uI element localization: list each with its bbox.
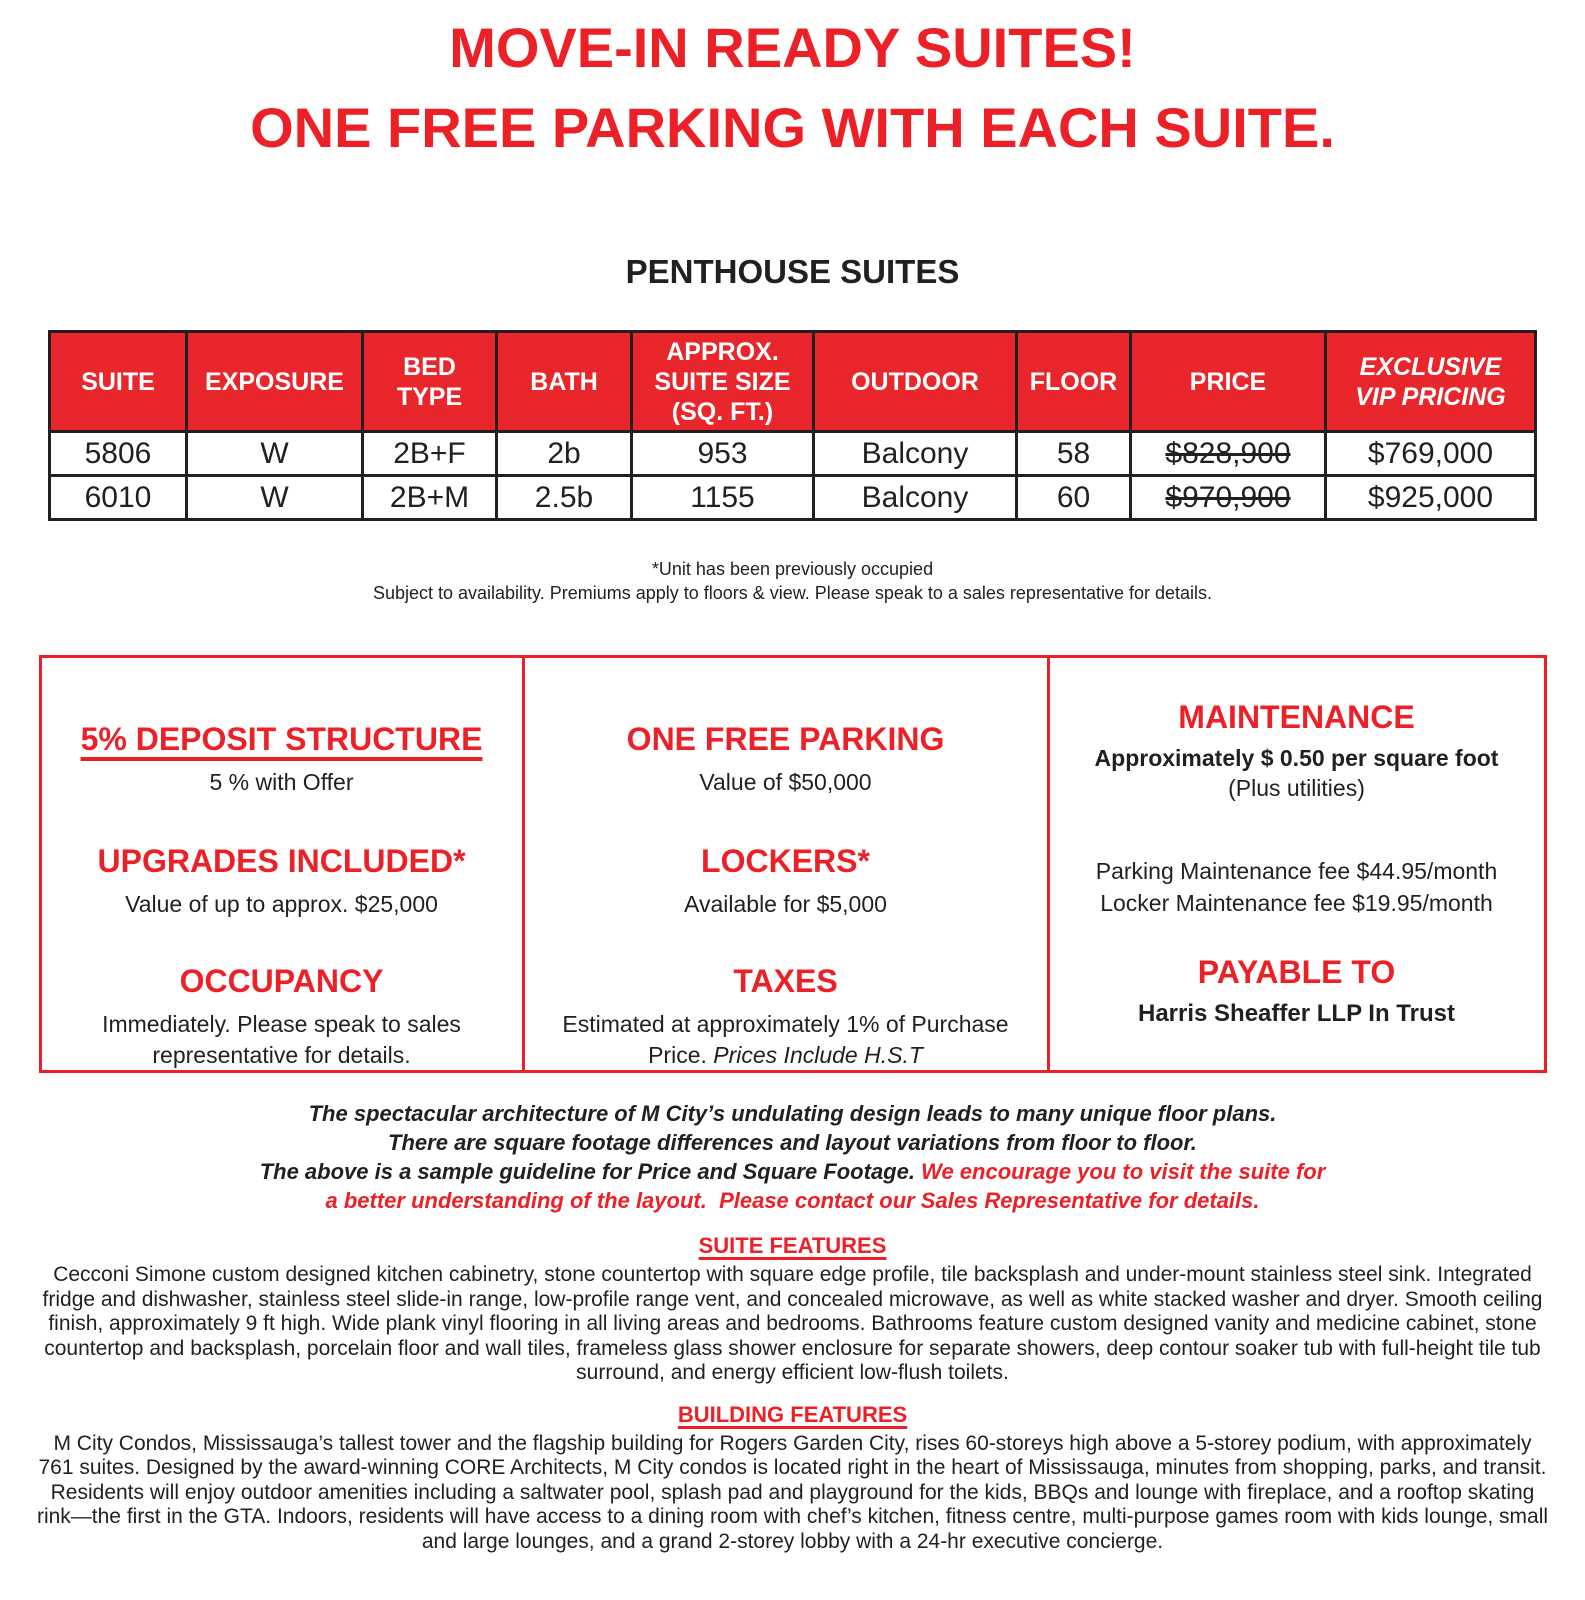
title-line-2: ONE FREE PARKING WITH EACH SUITE. <box>250 96 1335 159</box>
arch-note-line-3 <box>0 1157 1585 1186</box>
payable-to-heading: PAYABLE TO <box>1197 954 1396 990</box>
cell-floor: 60 <box>1017 476 1131 520</box>
penthouse-suites-table <box>48 330 1537 521</box>
cell-suite: 6010 <box>50 476 187 520</box>
cell-suite: 5806 <box>50 432 187 476</box>
free-parking-heading: ONE FREE PARKING <box>626 721 945 757</box>
occupancy-heading: OCCUPANCY <box>179 963 384 999</box>
maintenance-rate: Approximately $ 0.50 per square foot <box>1094 745 1499 771</box>
col-header-outdoor: OUTDOOR <box>814 332 1017 432</box>
cell-suite-size: 1155 <box>632 476 814 520</box>
deposit-info-box <box>42 658 525 1070</box>
col-header-floor: FLOOR <box>1017 332 1131 432</box>
col-header-bed-type: BED TYPE <box>363 332 497 432</box>
parking-info-box <box>525 658 1050 1070</box>
col-header-exposure: EXPOSURE <box>187 332 363 432</box>
cell-bed-type: 2B+M <box>363 476 497 520</box>
architecture-note <box>0 1099 1585 1215</box>
arch-note-line-2: There are square footage differences and layout variations from floor to floor. <box>388 1130 1197 1155</box>
deposit-structure-body: 5 % with Offer <box>209 769 354 795</box>
suite-features-heading: SUITE FEATURES <box>698 1233 887 1258</box>
cell-price-struck: $970,900 <box>1131 476 1326 520</box>
arch-note-line-3-red: We encourage you to visit the suite for <box>921 1159 1326 1184</box>
building-features-body: M City Condos, Mississauga’s tallest tower and the flagship building for Rogers Garden City, rises 60-storeys high above a 5-storey podium, with approximately 761 suites. Designed by the award-winning CORE Architects, M City condos is located right in the heart of Mississauga, minutes from shopping, parks, and transit. Residents will enjoy outdoor amenities including a saltwater pool, splash pad and playground for the kids, BBQs and lounge with fireplace, and a rooftop skating rink—the first in the GTA. Indoors, residents will have access to a dining room with chef’s kitchen, fitness centre, multi-purpose games room with kids lounge, small and large lounges, and a grand 2-storey lobby with a 24-hr executive concierge. <box>36 1431 1549 1553</box>
taxes-body <box>551 1009 1021 1071</box>
upgrades-body: Value of up to approx. $25,000 <box>125 891 438 917</box>
cell-vip-price: $925,000 <box>1326 476 1536 520</box>
taxes-heading: TAXES <box>733 963 838 999</box>
parking-fee: Parking Maintenance fee $44.95/month <box>1095 858 1498 884</box>
arch-note-line-4: a better understanding of the layout. Please contact our Sales Representative for details. <box>325 1188 1260 1213</box>
deposit-structure-heading: 5% DEPOSIT STRUCTURE <box>80 721 483 757</box>
info-boxes <box>39 655 1547 1073</box>
occupancy-body: Immediately. Please speak to sales representative for details. <box>102 1011 461 1068</box>
col-header-suite-size: APPROX. SUITE SIZE (SQ. FT.) <box>632 332 814 432</box>
cell-price-struck: $828,900 <box>1131 432 1326 476</box>
cell-suite-size: 953 <box>632 432 814 476</box>
lockers-body: Available for $5,000 <box>684 891 887 917</box>
col-header-vip-pricing: EXCLUSIVE VIP PRICING <box>1326 332 1536 432</box>
maintenance-utilities-note: (Plus utilities) <box>1228 775 1365 801</box>
cell-exposure: W <box>187 476 363 520</box>
arch-note-line-1: The spectacular architecture of M City’s undulating design leads to many unique floor plans. <box>308 1101 1277 1126</box>
cell-outdoor: Balcony <box>814 476 1017 520</box>
lockers-heading: LOCKERS* <box>701 843 870 879</box>
suite-features-body: Cecconi Simone custom designed kitchen cabinetry, stone countertop with square edge profile, tile backsplash and under-mount stainless steel sink. Integrated fridge and dishwasher, stainless steel slide-in range, low-profile range vent, and concealed microwave, as well as white stacked washer and dryer. Smooth ceiling finish, approximately 9 ft high. Wide plank vinyl flooring in all living areas and bedrooms. Bathrooms feature custom designed vanity and medicine cabinet, stone countertop and backsplash, porcelain floor and wall tiles, frameless glass shower enclosure for separate showers, deep contour soaker tub with full-height tile tub surround, and energy efficient low-flush toilets. <box>42 1263 1543 1384</box>
title-line-1: MOVE-IN READY SUITES! <box>449 16 1136 79</box>
payable-to-name: Harris Sheaffer LLP In Trust <box>1138 1000 1455 1027</box>
cell-vip-price: $769,000 <box>1326 432 1536 476</box>
footnote-occupied: *Unit has been previously occupied <box>651 559 934 579</box>
table-footnotes <box>0 557 1585 605</box>
locker-fee: Locker Maintenance fee $19.95/month <box>1100 890 1493 916</box>
free-parking-body: Value of $50,000 <box>699 769 872 795</box>
maintenance-heading: MAINTENANCE <box>1178 699 1415 735</box>
col-header-suite: SUITE <box>50 332 187 432</box>
cell-bath: 2b <box>497 432 632 476</box>
penthouse-suites-heading: PENTHOUSE SUITES <box>625 253 960 290</box>
taxes-body-italic: Prices Include H.S.T <box>713 1042 923 1068</box>
col-header-bath: BATH <box>497 332 632 432</box>
col-header-price: PRICE <box>1131 332 1326 432</box>
arch-note-line-3-black: The above is a sample guideline for Price and Square Footage. <box>259 1159 922 1184</box>
table-header-row <box>50 332 1536 432</box>
table-row-suite-6010 <box>50 476 1536 520</box>
building-features-heading: BUILDING FEATURES <box>677 1401 908 1427</box>
cell-floor: 58 <box>1017 432 1131 476</box>
cell-bed-type: 2B+F <box>363 432 497 476</box>
upgrades-heading: UPGRADES INCLUDED* <box>97 843 466 879</box>
page-title <box>0 8 1585 168</box>
table-row-suite-5806 <box>50 432 1536 476</box>
maintenance-fees <box>1050 855 1544 919</box>
cell-exposure: W <box>187 432 363 476</box>
cell-bath: 2.5b <box>497 476 632 520</box>
maintenance-info-box <box>1050 658 1544 1070</box>
cell-outdoor: Balcony <box>814 432 1017 476</box>
taxes-body-normal: Estimated at approximately 1% of Purchase Price. <box>562 1011 1009 1068</box>
footnote-availability: Subject to availability. Premiums apply to floors & view. Please speak to a sales representative for details. <box>372 583 1213 603</box>
